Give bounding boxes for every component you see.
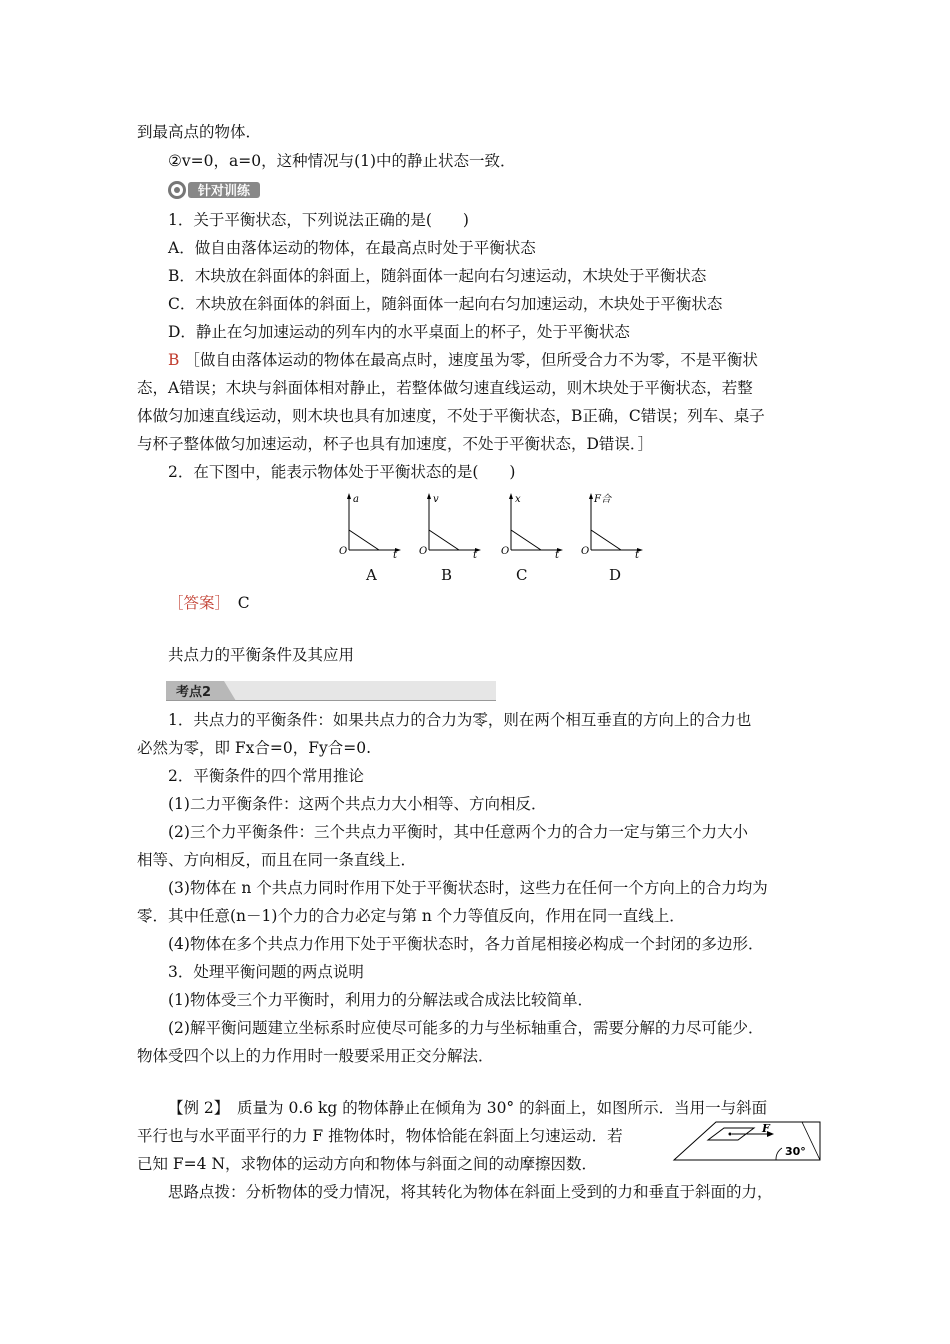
text-line: 零．其中任意(n－1)个力的合力必定与第 n 个力等值反向，作用在同一直线上． (137, 907, 685, 925)
graph-d-xlabel: t (635, 550, 640, 561)
text-line: (2)解平衡问题建立坐标系时应使尽可能多的力与坐标轴重合，需要分解的力尽可能少． (168, 1019, 764, 1037)
answer-2-tag: ［答案］ (168, 594, 223, 612)
angle-label: 30° (785, 1145, 806, 1158)
graph-c (501, 493, 563, 561)
text-line: 态，A错误；木块与斜面体相对静止，若整体做匀速直线运动，则木块处于平衡状态，若整 (137, 379, 753, 397)
graph-a-origin: O (339, 546, 348, 557)
graph-label-c: C (516, 566, 528, 584)
topic-badge-label: 考点2 (176, 685, 212, 700)
question-2: 2．在下图中，能表示物体处于平衡状态的是( ) (168, 463, 516, 481)
example-line: 【例 2】 质量为 0.6 kg 的物体静止在倾角为 30° 的斜面上，如图所示．当用一与斜面 (168, 1099, 768, 1117)
text-line: (3)物体在 n 个共点力同时作用下处于平衡状态时，这些力在任何一个方向上的合力均为 (168, 879, 768, 897)
motion-graphs (335, 490, 655, 585)
section-title: 共点力的平衡条件及其应用 (168, 646, 355, 664)
text-line: (2)三个力平衡条件：三个共点力平衡时，其中任意两个力的合力一定与第三个力大小 (168, 823, 748, 841)
graph-label-d: D (609, 566, 622, 584)
text-line: 物体受四个以上的力作用时一般要采用正交分解法． (137, 1047, 494, 1065)
example-line: 平行也与水平面平行的力 F 推物体时，物体恰能在斜面上匀速运动．若 (137, 1127, 623, 1145)
text-line: ②v=0，a=0，这种情况与(1)中的静止状态一致． (168, 152, 516, 170)
answer-2 (168, 593, 250, 613)
option-d: D．静止在匀加速运动的列车内的水平桌面上的杯子，处于平衡状态 (168, 323, 630, 341)
text-line: 与杯子整体做匀加速运动，杯子也具有加速度，不处于平衡状态，D错误．］ (137, 435, 654, 453)
graph-b (419, 493, 481, 561)
answer-1-line: B ［做自由落体运动的物体在最高点时，速度虽为零，但所受合力不为零，不是平衡状 (168, 351, 758, 369)
graph-d-ylabel: F合 (594, 494, 611, 505)
text-line: (4)物体在多个共点力作用下处于平衡状态时，各力首尾相接必构成一个封闭的多边形． (168, 935, 764, 953)
text-line: 体做匀加速直线运动，则木块也具有加速度，不处于平衡状态，B正确，C错误；列车、桌子 (137, 407, 765, 425)
text-line: 1．共点力的平衡条件：如果共点力的合力为零，则在两个相互垂直的方向上的合力也 (168, 711, 752, 729)
force-label: F (762, 1122, 770, 1135)
graph-a (339, 493, 401, 561)
answer-2-value: C (237, 594, 250, 612)
graph-b-origin: O (419, 546, 428, 557)
graph-label-a: A (366, 566, 377, 584)
topic-badge (166, 681, 496, 701)
practice-badge (166, 179, 262, 201)
graph-c-origin: O (501, 546, 510, 557)
text-line: (1)二力平衡条件：这两个共点力大小相等、方向相反． (168, 795, 547, 813)
graph-d-origin: O (581, 546, 590, 557)
graph-a-xlabel: t (393, 550, 398, 561)
graph-c-ylabel: x (515, 494, 521, 505)
incline-figure (672, 1118, 822, 1164)
text-line: 必然为零，即 Fx合=0，Fy合=0. (137, 739, 372, 757)
text-line: 3．处理平衡问题的两点说明 (168, 963, 364, 981)
practice-badge-label: 针对训练 (197, 184, 251, 199)
graph-b-xlabel: t (473, 550, 478, 561)
option-b: B．木块放在斜面体的斜面上，随斜面体一起向右匀速运动，木块处于平衡状态 (168, 267, 707, 285)
text-line: 2．平衡条件的四个常用推论 (168, 767, 364, 785)
answer-1-letter: B (168, 351, 180, 369)
question-1: 1．关于平衡状态，下列说法正确的是( ) (168, 211, 469, 229)
text-line: (1)物体受三个力平衡时，利用力的分解法或合成法比较简单． (168, 991, 593, 1009)
text-line: 到最高点的物体． (137, 123, 262, 141)
graph-d (581, 493, 643, 561)
graph-c-xlabel: t (555, 550, 560, 561)
graph-a-ylabel: a (353, 494, 359, 505)
example-line: 已知 F=4 N，求物体的运动方向和物体与斜面之间的动摩擦因数． (137, 1155, 598, 1173)
option-c: C．木块放在斜面体的斜面上，随斜面体一起向右匀加速运动，木块处于平衡状态 (168, 295, 723, 313)
option-a: A．做自由落体运动的物体，在最高点时处于平衡状态 (168, 239, 536, 257)
graph-label-b: B (441, 566, 453, 584)
text-line: 相等、方向相反，而且在同一条直线上． (137, 851, 417, 869)
hint-line: 思路点拨：分析物体的受力情况，将其转化为物体在斜面上受到的力和垂直于斜面的力， (168, 1183, 773, 1201)
graph-b-ylabel: v (433, 494, 439, 505)
